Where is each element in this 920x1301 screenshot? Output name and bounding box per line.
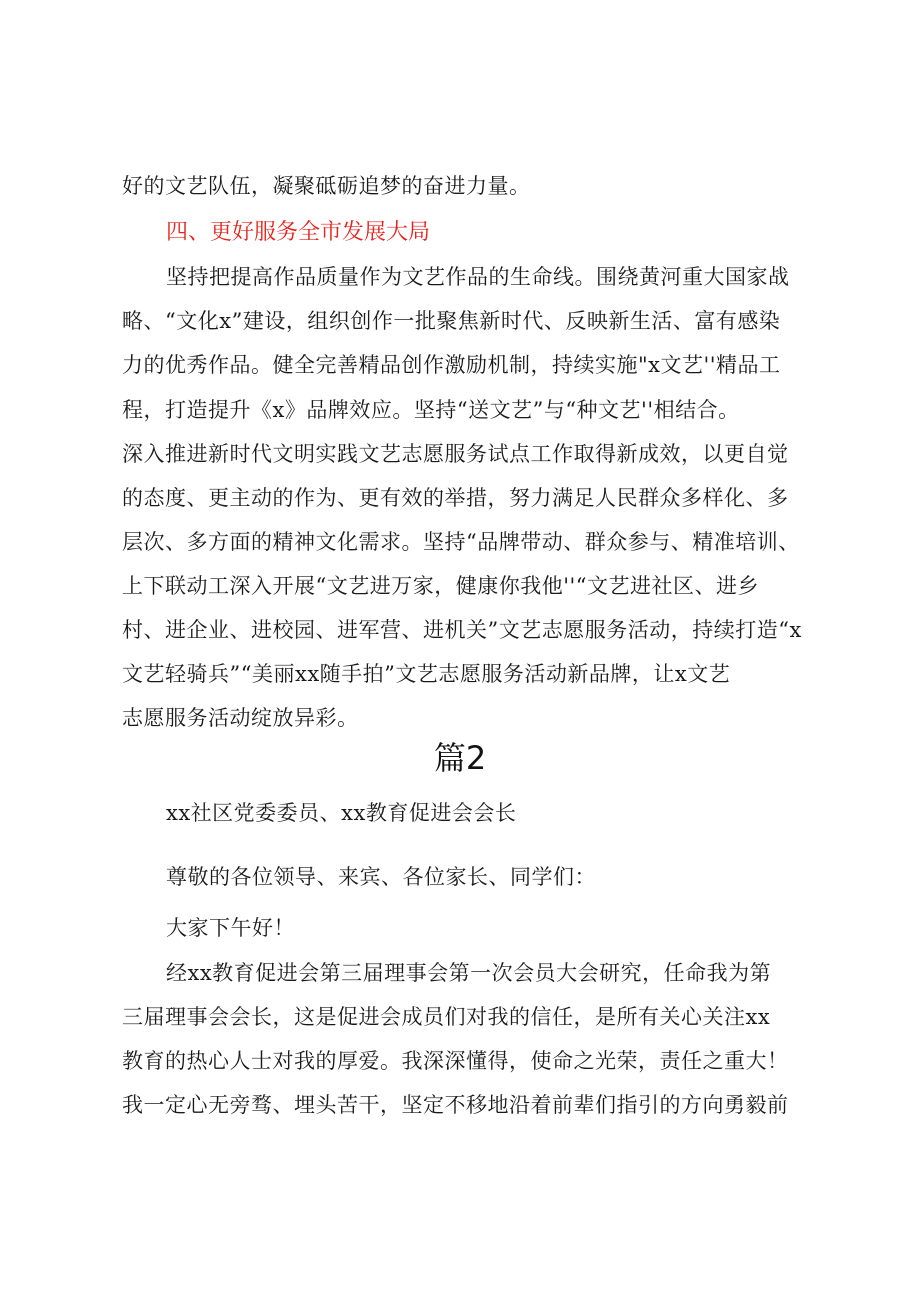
continuation-line: 好的文艺队伍，凝聚砥砺追梦的奋进力量。 — [122, 174, 531, 198]
paragraph-line: 程，打造提升《x》品牌效应。坚持“送文艺”与“种文艺''相结合。 — [122, 398, 740, 422]
paragraph-line: 村、进企业、进校园、进军营、进机关”文艺志愿服务活动，持续打造“x — [122, 618, 802, 642]
paragraph-line: 三届理事会会长，这是促进会成员们对我的信任，是所有关心关注xx — [122, 1005, 771, 1029]
paragraph-line: 深入推进新时代文明实践文艺志愿服务试点工作取得新成效，以更自觉 — [122, 442, 789, 466]
paragraph-line: 文艺轻骑兵”“美丽xx随手拍”文艺志愿服务活动新品牌，让x文艺 — [122, 662, 731, 686]
paragraph-line: 的态度、更主动的作为、更有效的举措，努力满足人民群众多样化、多 — [122, 486, 789, 510]
paragraph-line: 教育的热心人士对我的厚爱。我深深懂得，使命之光荣，责任之重大！ — [122, 1049, 789, 1073]
salutation: 尊敬的各位领导、来宾、各位家长、同学们： — [166, 865, 596, 889]
speaker-title: xx社区党委委员、xx教育促进会会长 — [166, 801, 517, 825]
paragraph-line: 略、“文化x”建设，组织创作一批聚焦新时代、反映新生活、富有感染 — [122, 309, 781, 333]
paragraph-line: 经xx教育促进会第三届理事会第一次会员大会研究，任命我为第 — [166, 961, 772, 985]
paragraph-line: 层次、多方面的精神文化需求。坚持“品牌带动、群众参与、精准培训、 — [122, 530, 800, 554]
paragraph-line: 坚持把提高作品质量作为文艺作品的生命线。围绕黄河重大国家战 — [166, 265, 790, 289]
paragraph-line: 力的优秀作品。健全完善精品创作激励机制，持续实施"x文艺''精品工 — [122, 353, 781, 377]
part-heading: 篇2 — [433, 739, 487, 777]
section-heading: 四、更好服务全市发展大局 — [166, 220, 431, 245]
greeting: 大家下午好！ — [166, 916, 295, 940]
paragraph-line: 上下联动工深入开展“文艺进万家，健康你我他''“文艺进社区、进乡 — [122, 574, 760, 598]
paragraph-line: 我一定心无旁骛、埋头苦干，坚定不移地沿着前辈们指引的方向勇毅前 — [122, 1093, 789, 1117]
paragraph-line: 志愿服务活动绽放异彩。 — [122, 706, 359, 730]
